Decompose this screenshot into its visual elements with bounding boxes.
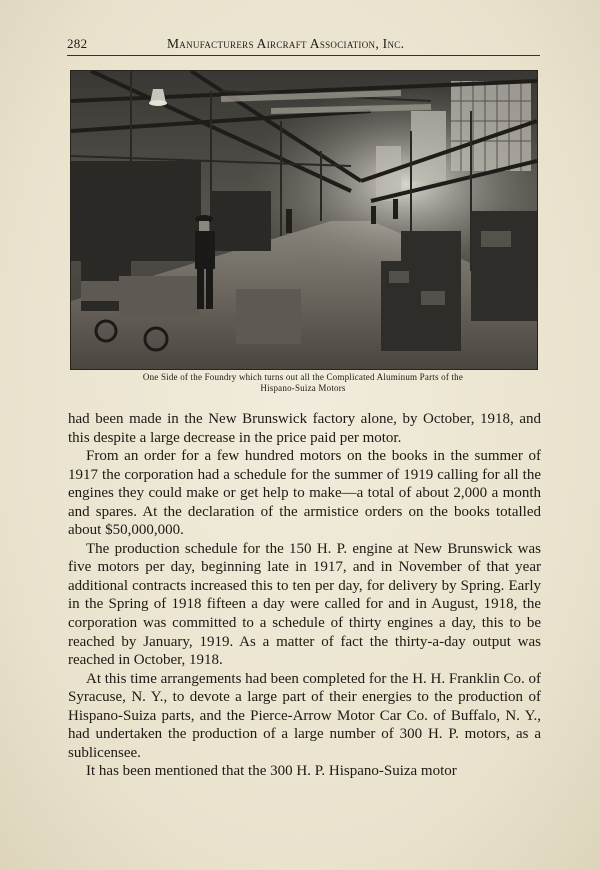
- body-text: [68, 410, 541, 781]
- caption-line: Hispano-Suiza Motors: [260, 383, 346, 393]
- running-header: [67, 34, 542, 56]
- page-number: 282: [67, 36, 88, 51]
- paragraph: had been made in the New Brunswick factory alone, by October, 1918, and this despite a large decrease in the price paid per motor.: [68, 411, 541, 446]
- paragraph: The production schedule for the 150 H. P. engine at New Brunswick was five motors per day, beginning late in 1917, and in November of that year additional contracts increased this to ten per day, for delivery by Spring. Early in the Spring of 1918 fifteen a day were called for and in August, 1918, the corporation was committed to a schedule of thirty engines a day, this to be reached by January, 1919. As a matter of fact the thirty-a-day output was reached in October, 1918.: [68, 540, 541, 669]
- foundry-photograph: [70, 70, 538, 370]
- header-rule: [67, 55, 540, 56]
- caption-line: One Side of the Foundry which turns out all the Complicated Aluminum Parts of the: [142, 372, 464, 382]
- running-title: Manufacturers Aircraft Association, Inc.: [167, 36, 405, 51]
- figure-caption: [70, 372, 536, 394]
- paragraph: At this time arrangements had been completed for the H. H. Franklin Co. of Syracuse, N. Y., to devote a large part of their energies to the production of Hispano-Suiza parts, and the Pierce-Arrow Motor Car Co. of Buffalo, N. Y., had undertaken the production of a large number of 300 H. P. motors, as a sublicensee.: [68, 670, 541, 761]
- paragraph: From an order for a few hundred motors on the books in the summer of 1917 the corporation had a schedule for the summer of 1919 calling for all the engines they could make or get help to make—a total of about 2,000 a month and spares. At the declaration of the armistice orders on the books totalled about $50,000,000.: [68, 448, 541, 539]
- paragraph: It has been mentioned that the 300 H. P. Hispano-Suiza motor: [86, 763, 457, 780]
